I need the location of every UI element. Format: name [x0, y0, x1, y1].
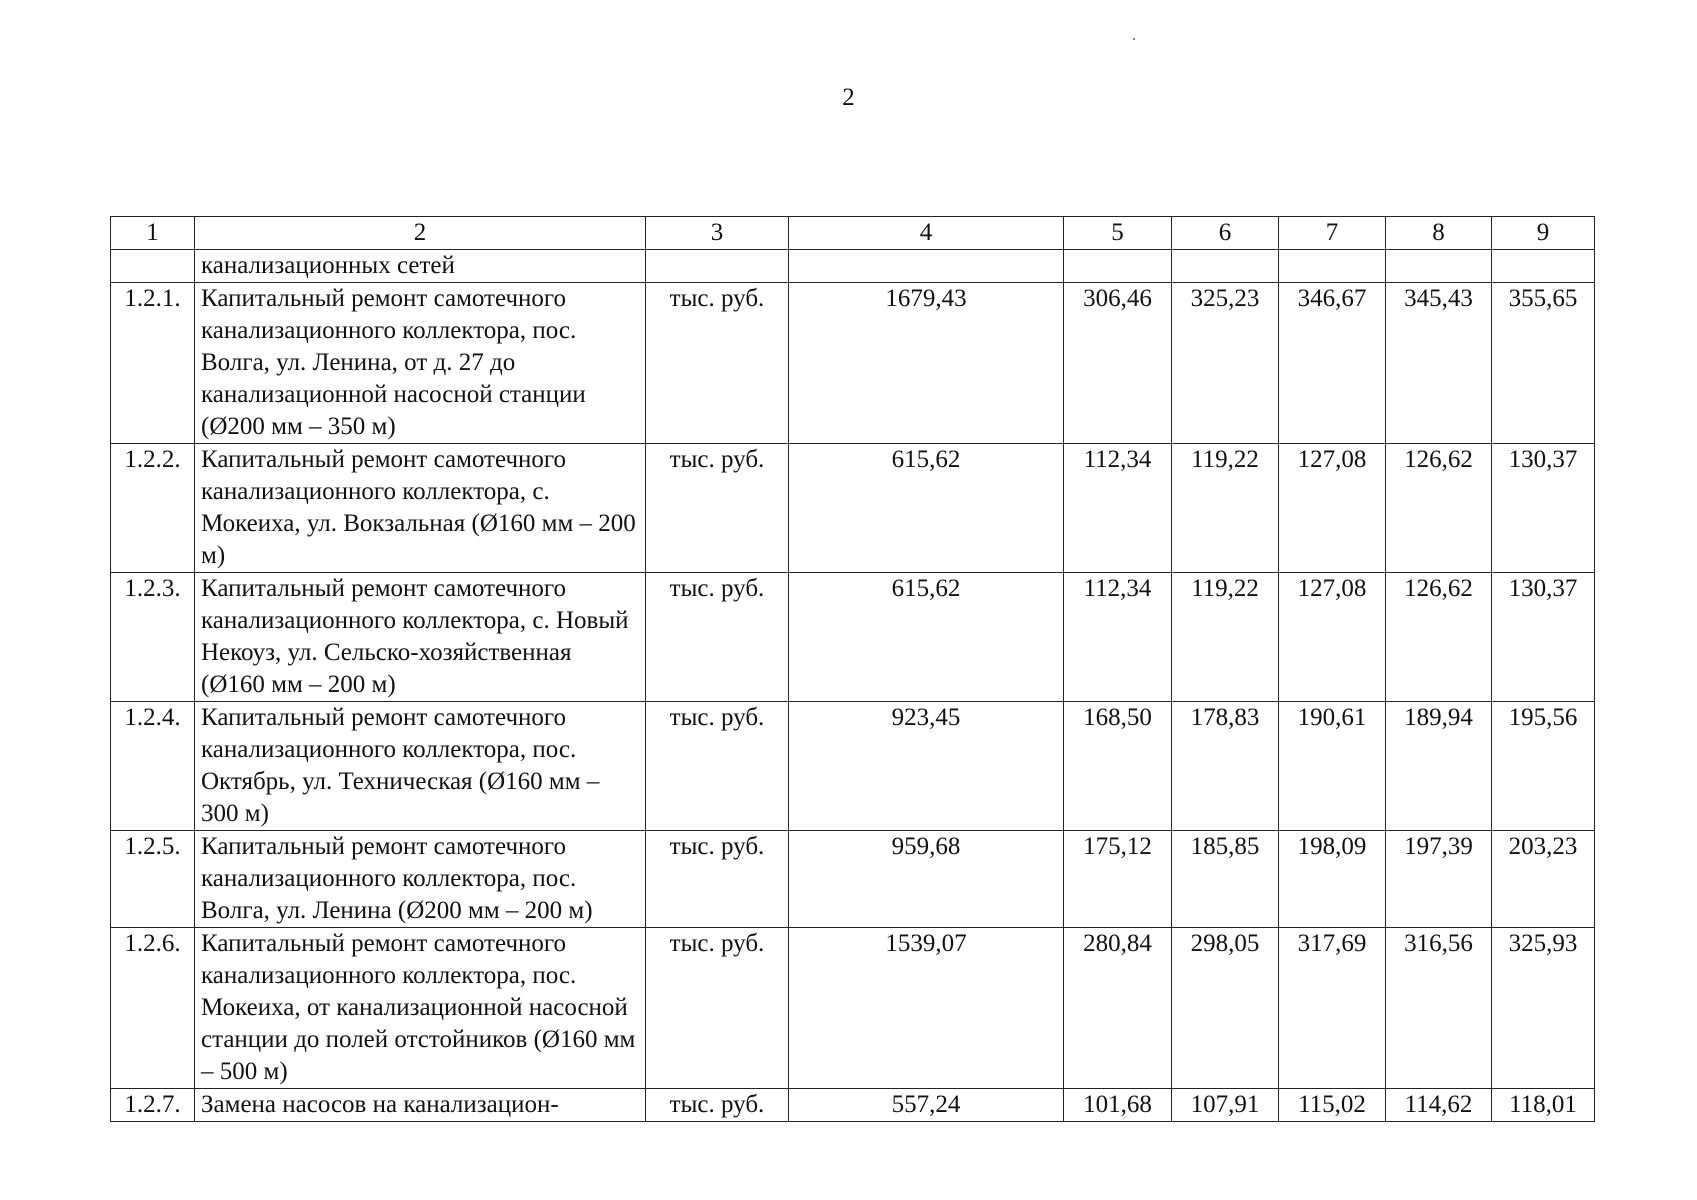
table-row: [111, 283, 1595, 444]
row-unit: тыс. руб.: [646, 1089, 789, 1122]
table-row: [111, 573, 1595, 702]
table-row: [111, 1089, 1595, 1122]
row-total: 557,24: [789, 1089, 1064, 1122]
row-unit: тыс. руб.: [646, 702, 789, 831]
row-value: 175,12: [1064, 831, 1172, 928]
row-value: 203,23: [1492, 831, 1595, 928]
row-value: [1386, 250, 1492, 283]
row-value: [1279, 250, 1386, 283]
row-total: 615,62: [789, 444, 1064, 573]
row-value: 316,56: [1386, 928, 1492, 1089]
row-value: 306,46: [1064, 283, 1172, 444]
row-number: 1.2.2.: [111, 444, 195, 573]
row-value: 189,94: [1386, 702, 1492, 831]
row-description: Замена насосов на канализацион-: [195, 1089, 646, 1122]
row-value: 325,93: [1492, 928, 1595, 1089]
row-description: Капитальный ремонт самотечного канализационного коллектора, пос. Мокеиха, от канализационной насосной станции до полей отстойников (Ø160 мм – 500 м): [195, 928, 646, 1089]
row-unit: [646, 250, 789, 283]
row-value: 197,39: [1386, 831, 1492, 928]
column-header: 7: [1279, 217, 1386, 250]
row-number: [111, 250, 195, 283]
row-description: Капитальный ремонт самотечного канализационного коллектора, с. Мокеиха, ул. Вокзальная (Ø160 мм – 200 м): [195, 444, 646, 573]
row-total: 923,45: [789, 702, 1064, 831]
row-value: 185,85: [1172, 831, 1279, 928]
row-description: канализационных сетей: [195, 250, 646, 283]
row-number: 1.2.1.: [111, 283, 195, 444]
row-value: 355,65: [1492, 283, 1595, 444]
column-header: 5: [1064, 217, 1172, 250]
row-description: Капитальный ремонт самотечного канализационного коллектора, пос. Волга, ул. Ленина, от д. 27 до канализационной насосной станции (Ø200 мм – 350 м): [195, 283, 646, 444]
column-header: 6: [1172, 217, 1279, 250]
row-value: [1172, 250, 1279, 283]
row-value: 101,68: [1064, 1089, 1172, 1122]
row-number: 1.2.7.: [111, 1089, 195, 1122]
row-value: 107,91: [1172, 1089, 1279, 1122]
row-total: [789, 250, 1064, 283]
row-value: 190,61: [1279, 702, 1386, 831]
table-row: [111, 831, 1595, 928]
row-value: [1064, 250, 1172, 283]
row-unit: тыс. руб.: [646, 283, 789, 444]
continuation-row: [111, 250, 1595, 283]
row-value: 198,09: [1279, 831, 1386, 928]
row-value: 127,08: [1279, 573, 1386, 702]
row-total: 959,68: [789, 831, 1064, 928]
row-unit: тыс. руб.: [646, 928, 789, 1089]
row-unit: тыс. руб.: [646, 444, 789, 573]
column-header: 1: [111, 217, 195, 250]
header-row: [111, 217, 1595, 250]
row-number: 1.2.5.: [111, 831, 195, 928]
row-value: 325,23: [1172, 283, 1279, 444]
column-header: 9: [1492, 217, 1595, 250]
row-number: 1.2.4.: [111, 702, 195, 831]
row-value: 112,34: [1064, 444, 1172, 573]
row-value: 195,56: [1492, 702, 1595, 831]
table-row: [111, 444, 1595, 573]
column-header: 8: [1386, 217, 1492, 250]
row-value: 126,62: [1386, 444, 1492, 573]
row-value: 130,37: [1492, 444, 1595, 573]
row-value: 345,43: [1386, 283, 1492, 444]
column-header: 2: [195, 217, 646, 250]
row-total: 615,62: [789, 573, 1064, 702]
row-unit: тыс. руб.: [646, 831, 789, 928]
row-value: 298,05: [1172, 928, 1279, 1089]
row-value: 119,22: [1172, 573, 1279, 702]
row-value: [1492, 250, 1595, 283]
table-row: [111, 928, 1595, 1089]
row-value: 119,22: [1172, 444, 1279, 573]
row-value: 127,08: [1279, 444, 1386, 573]
row-description: Капитальный ремонт самотечного канализационного коллектора, пос. Волга, ул. Ленина (Ø200 мм – 200 м): [195, 831, 646, 928]
row-value: 317,69: [1279, 928, 1386, 1089]
row-total: 1539,07: [789, 928, 1064, 1089]
row-value: 126,62: [1386, 573, 1492, 702]
row-description: Капитальный ремонт самотечного канализационного коллектора, пос. Октябрь, ул. Техническая (Ø160 мм – 300 м): [195, 702, 646, 831]
page-number: 2: [842, 84, 855, 111]
column-header: 3: [646, 217, 789, 250]
row-value: 115,02: [1279, 1089, 1386, 1122]
row-value: 280,84: [1064, 928, 1172, 1089]
column-header: 4: [789, 217, 1064, 250]
row-value: 118,01: [1492, 1089, 1595, 1122]
table-row: [111, 702, 1595, 831]
budget-table: [110, 216, 1595, 1122]
scan-speck: [1133, 38, 1135, 40]
row-value: 114,62: [1386, 1089, 1492, 1122]
row-value: 130,37: [1492, 573, 1595, 702]
row-unit: тыс. руб.: [646, 573, 789, 702]
row-number: 1.2.6.: [111, 928, 195, 1089]
row-value: 168,50: [1064, 702, 1172, 831]
row-value: 178,83: [1172, 702, 1279, 831]
row-number: 1.2.3.: [111, 573, 195, 702]
row-description: Капитальный ремонт самотечного канализационного коллектора, с. Новый Некоуз, ул. Сельско-хозяйственная (Ø160 мм – 200 м): [195, 573, 646, 702]
row-value: 346,67: [1279, 283, 1386, 444]
row-value: 112,34: [1064, 573, 1172, 702]
row-total: 1679,43: [789, 283, 1064, 444]
